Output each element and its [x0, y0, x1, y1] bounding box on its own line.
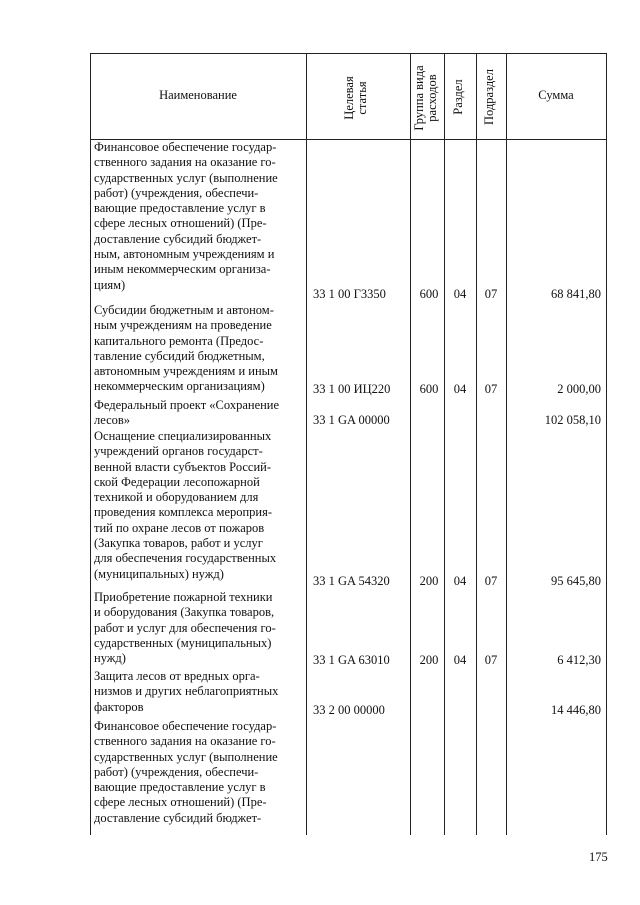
header-name: Наименование — [159, 88, 237, 102]
row-amount: 95 645,80 — [551, 574, 601, 588]
column-divider — [506, 53, 507, 835]
table-border-left — [90, 53, 91, 835]
column-divider — [476, 53, 477, 835]
row-code: 33 2 00 00000 — [313, 703, 385, 717]
row-amount: 2 000,00 — [557, 382, 601, 396]
row-group: 200 — [419, 574, 439, 588]
header-target-article: Целевая статья — [342, 76, 369, 120]
budget-table — [90, 53, 607, 835]
row-amount: 68 841,80 — [551, 287, 601, 301]
row-subsection: 07 — [484, 382, 498, 396]
table-border-right — [606, 53, 607, 835]
row-code: 33 1 GA 63010 — [313, 653, 390, 667]
row-amount: 14 446,80 — [551, 703, 601, 717]
row-name: Финансовое обеспечение государ- ственного задания на оказание го- сударственных услуг (выполнение работ) (учреждения, обеспечи- вающие предоставление услуг в сфере лесных отношений) (Пре- доставление субсидий бюджет- — [94, 719, 278, 825]
row-section: 04 — [453, 287, 467, 301]
column-divider — [444, 53, 445, 835]
row-code: 33 1 GA 00000 — [313, 413, 390, 427]
row-code: 33 1 00 Г3350 — [313, 287, 386, 301]
row-group: 600 — [419, 382, 439, 396]
row-subsection: 07 — [484, 574, 498, 588]
row-name: Приобретение пожарной техники и оборудования (Закупка товаров, работ и услуг для обеспечения го- сударственных (муниципальных) нужд) — [94, 590, 276, 666]
header-subsection: Подраздел — [482, 69, 496, 125]
row-subsection: 07 — [484, 653, 498, 667]
row-name: Федеральный проект «Сохранение лесов» — [94, 398, 280, 428]
column-divider — [410, 53, 411, 835]
header-expense-group: Группа вида расходов — [412, 65, 439, 131]
row-name: Финансовое обеспечение государ- ственного задания на оказание го- сударственных услуг (выполнение работ) (учреждения, обеспечи- вающие предоставление услуг в сфере лесных отношений) (Пре- доставление субсидий бюджет- ным, автономным учреждениям и иным некоммерческим организа- циям) — [94, 140, 278, 292]
row-group: 600 — [419, 287, 439, 301]
row-code: 33 1 GA 54320 — [313, 574, 390, 588]
row-section: 04 — [453, 574, 467, 588]
row-subsection: 07 — [484, 287, 498, 301]
table-border-top — [90, 53, 607, 54]
column-divider — [306, 53, 307, 835]
row-section: 04 — [453, 382, 467, 396]
row-section: 04 — [453, 653, 467, 667]
row-name: Оснащение специализированных учреждений органов государст- венной власти субъектов Россий- ской Федерации лесопожарной техникой и оборудованием для проведения комплекса мероприя- тий по охране лесов от пожаров (Закупка товаров, работ и услуг для обеспечения государственных (муниципальных) нужд) — [94, 429, 277, 581]
row-name: Субсидии бюджетным и автоном- ным учреждениям на проведение капитального ремонта (Предос- тавление субсидий бюджетным, автономным учреждениям и иным некоммерческим организациям) — [94, 303, 278, 394]
row-code: 33 1 00 ИЦ220 — [313, 382, 391, 396]
row-amount: 102 058,10 — [544, 413, 601, 427]
page-number: 175 — [589, 850, 608, 864]
row-amount: 6 412,30 — [557, 653, 601, 667]
header-amount: Сумма — [538, 88, 574, 102]
header-section: Раздел — [451, 79, 465, 115]
row-name: Защита лесов от вредных орга- низмов и других неблагоприятных факторов — [94, 669, 279, 714]
row-group: 200 — [419, 653, 439, 667]
